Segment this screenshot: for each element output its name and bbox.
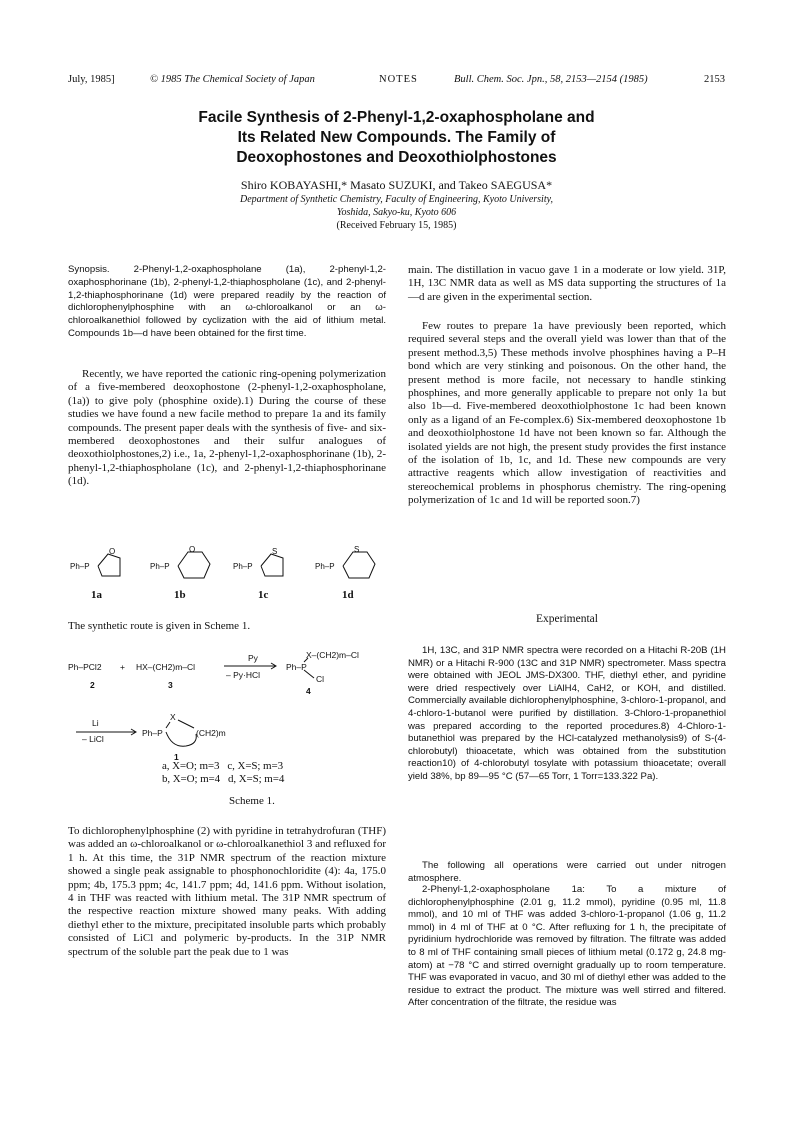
svg-text:O: O bbox=[189, 545, 196, 554]
title-line-2: Its Related New Compounds. The Family of bbox=[237, 129, 556, 146]
condition-py: Py bbox=[248, 653, 258, 663]
scheme-intro: The synthetic route is given in Scheme 1. bbox=[68, 620, 251, 632]
svg-text:Ph–P: Ph–P bbox=[315, 562, 335, 571]
experimental-heading: Experimental bbox=[536, 613, 598, 625]
svg-text:S: S bbox=[354, 545, 360, 554]
running-header bbox=[68, 74, 728, 90]
structure-label-1c: 1c bbox=[258, 589, 269, 601]
scheme-legend-line-1: a, X=O; m=3 c, X=S; m=3 bbox=[162, 760, 284, 772]
received-date: (Received February 15, 1985) bbox=[336, 220, 457, 231]
reagent-3: HX–(CH2)m–Cl bbox=[136, 662, 196, 672]
affiliation-line-2: Yoshida, Sakyo-ku, Kyoto 606 bbox=[336, 207, 457, 218]
header-date: July, 1985] bbox=[68, 74, 115, 85]
structure-label-1a: 1a bbox=[91, 589, 102, 601]
plus-sign: + bbox=[120, 662, 125, 672]
structure-label-1d: 1d bbox=[342, 589, 354, 601]
svg-text:X: X bbox=[170, 712, 176, 722]
discussion-paragraph: Few routes to prepare 1a have previously been reported, which required several steps and the overall yield was lower than that of the present method.3,5) These methods involve phosphines having a P–H bond which are very stinking and poisonous. On the other hand, the present method is more facile, not necessary to handle stinking phosphines, and more generally applicable to prepare not only 1a but also 1b—d. Five-membered deoxothiolphostone 1c had been known only as a ligand of an Fe-complex.6) Six-membered deoxophostone 1b and deoxothiolphostone 1d have not been known so far. Although the isolated yields are not high, the present study provides the first instance of the isolation of 1b, 1c, and 1d. These new compounds are very attractive reagents which allow investigation of reactivities and stereochemical problems in phosphorus chemistry. The ring-opening polymerization of 1c and 1d will be reported soon.7) bbox=[408, 320, 726, 507]
experimental-general: 1H, 13C, and 31P NMR spectra were recorded on a Hitachi R-20B (1H NMR) or a Hitachi R-900 (13C and 31P NMR) spectrometer. Mass spectra were obtained with JEOL JMS-DX300. THF, diethyl ether, and pyridine were dried respectively over LiAlH4, CaH2, or KOH, and distilled. Commercially available dichlorophenylphosphine, 3-chloro-1-propanol, and 4-chloro-1-butanol were purified by distillation. 3-Chloro-1-propanethiol was prepared according to the reported procedures.8) 4-Chloro-1-butanethiol was prepared by the HCl-catalyzed methanolysis9) of S-(4-chlorobutyl) thioacetate, which was obtained from the substitution reaction10) of 4-chlorobutyl tosylate with potassium thioacetate; overall yield 38%, bp 89—95 °C (57—65 Torr, 1 Torr=133.322 Pa). bbox=[408, 645, 726, 782]
reagent-2: Ph–PCl2 bbox=[68, 662, 102, 672]
results-continued: main. The distillation in vacuo gave 1 in a moderate or low yield. 31P, 1H, 13C NMR data as well as MS data supporting the structures of 1a—d are given in the experimental section. bbox=[408, 264, 726, 303]
affiliation bbox=[100, 193, 693, 232]
svg-text:X–(CH2)m–Cl: X–(CH2)m–Cl bbox=[306, 650, 359, 660]
svg-text:Ph–P: Ph–P bbox=[142, 728, 163, 738]
structures-1a-1d bbox=[68, 540, 386, 602]
svg-text:Cl: Cl bbox=[316, 674, 325, 684]
svg-text:Ph–P: Ph–P bbox=[233, 562, 253, 571]
title-line-3: Deoxophostones and Deoxothiolphostones bbox=[236, 149, 557, 166]
header-page-number: 2153 bbox=[704, 74, 725, 85]
compound-number-2: 2 bbox=[90, 680, 95, 690]
svg-text:S: S bbox=[272, 547, 278, 556]
affiliation-line-1: Department of Synthetic Chemistry, Faculty of Engineering, Kyoto University, bbox=[240, 194, 553, 205]
header-section: NOTES bbox=[379, 74, 418, 85]
experimental-atmosphere: The following all operations were carried out under nitrogen atmosphere. bbox=[408, 860, 726, 884]
title-line-1: Facile Synthesis of 2-Phenyl-1,2-oxaphospholane and bbox=[198, 109, 595, 126]
structure-label-1b: 1b bbox=[174, 589, 186, 601]
compound-number-4: 4 bbox=[306, 686, 311, 696]
svg-text:Ph–P: Ph–P bbox=[70, 562, 90, 571]
synopsis: Synopsis. 2-Phenyl-1,2-oxaphospholane (1a), 2-phenyl-1,2-oxaphosphorinane (1b), 2-phenyl-1,2-thiaphospholane (1c), and 2-phenyl-1,2-thiaphosphorinane (1d) were prepared readily by the reaction of dichlorophenylphosphine with an ω-chloroalkanol or an ω-chloroalkanethiol followed by cyclization with the aid of lithium metal. Compounds 1b—d have been obtained for the first time. bbox=[68, 264, 386, 339]
condition-pyhcl: – Py·HCl bbox=[226, 670, 261, 680]
svg-text:Ph–P: Ph–P bbox=[286, 662, 307, 672]
article-title bbox=[120, 108, 673, 168]
scheme-legend-line-2: b, X=O; m=4 d, X=S; m=4 bbox=[162, 773, 285, 785]
intro-paragraph: Recently, we have reported the cationic ring-opening polymerization of a five-membered deoxophostone (2-phenyl-1,2-oxaphospholane, (1a)) to give poly (phosphine oxide).1) During the course of these studies we have found a new facile method to prepare 1a and its family compounds. The present paper deals with the synthesis of five- and six-membered deoxophostones and their sulfur analogues of deoxothiolphostones,2) i.e., 1a, 2-phenyl-1,2-oxaphosphorinane (1b), 2-phenyl-1,2-thiaphospholane (1c), and 2-phenyl-1,2-thiaphosphorinane (1d). bbox=[68, 368, 386, 488]
condition-licl: – LiCl bbox=[82, 734, 104, 744]
header-copyright: © 1985 The Chemical Society of Japan bbox=[150, 74, 315, 85]
scheme-caption: Scheme 1. bbox=[229, 795, 275, 807]
compound-number-3: 3 bbox=[168, 680, 173, 690]
svg-text:O: O bbox=[109, 547, 116, 556]
experimental-1a-procedure: 2-Phenyl-1,2-oxaphospholane 1a: To a mixture of dichlorophenylphosphine (2.01 g, 11.2 mmol), pyridine (0.95 ml, 11.8 mmol), and 10 ml of THF was added 3-chloro-1-propanol (1.06 g, 11.2 mmol) in 4 ml of THF at 0 °C. After refluxing for 1 h, the precipitate of pyridinium hydrochloride was removed by filtration. The filtrate was added to 8 ml of THF containing small pieces of lithium metal (0.172 g, 24.8 mg-atom) at −78 °C and stirred overnight gradually up to room temperature. THF was evaporated in vacuo, and 30 ml of diethyl ether was added to the residue to extract the product. The mixture was well stirred and filtered. After concentration of the filtrate, the residue was bbox=[408, 884, 726, 1009]
condition-li: Li bbox=[92, 718, 99, 728]
header-journal: Bull. Chem. Soc. Jpn., 58, 2153—2154 (1985) bbox=[454, 74, 648, 85]
svg-text:Ph–P: Ph–P bbox=[150, 562, 170, 571]
author-list: Shiro KOBAYASHI,* Masato SUZUKI, and Takeo SAEGUSA* bbox=[240, 178, 553, 192]
compound-number-1: 1 bbox=[174, 752, 179, 762]
results-paragraph: To dichlorophenylphosphine (2) with pyridine in tetrahydrofuran (THF) was added an ω-chloroalkanol or ω-chloroalkanethiol 3 and refluxed for 1 h. At this time, the 31P NMR spectrum of the reaction mixture showed a single peak assignable to phosphonochloridite (4): 4a, 175.0 ppm; 4b, 175.3 ppm; 4c, 141.7 ppm; 4d, 141.6 ppm. Without isolation, 4 in THF was reacted with lithium metal. The 31P NMR spectrum of the respective reaction mixture showed many peaks. With adding diethyl ether to the mixture, precipitated insoluble parts which probably consisted of LiCl and polymeric by-products. In the 31P NMR spectrum of the soluble part the peak due to 1 was bbox=[68, 825, 386, 958]
svg-text:(CH2)m: (CH2)m bbox=[196, 728, 226, 738]
